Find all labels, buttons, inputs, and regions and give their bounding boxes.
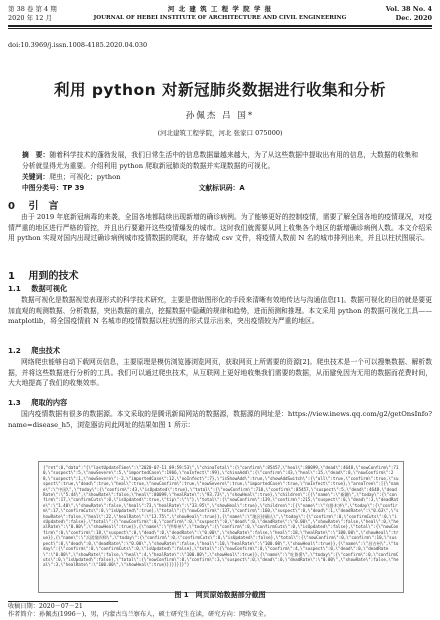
doc-code-label: 文献标识码： <box>198 184 240 192</box>
classification-label: 中图分类号： <box>22 184 63 192</box>
intro-paragraph: 由于 2019 年底新冠病毒的来袭，全国各地都陆续出现新增的确诊病例。为了能够更好的控制疫情，需要了解全国各地的疫情现况，对疫情严重的地区进行严格的管控，并且出行要避开这些疫情爆发的城市。这时我们就需要从网上收集各个地区的新增确诊病例人数。本文介绍采用 python 实现对国内出现过确诊病例城市疫情数据的爬取，并存储成 csv 文件，将疫情人数前 N 名的城市排列出来，并且以柱状图展示。 <box>8 213 432 242</box>
subsection-heading-1-3 <box>8 398 67 408</box>
keywords <box>22 172 418 183</box>
keywords-text: 爬虫；可视化；python <box>49 173 121 181</box>
volume-issue-en: Vol. 38 No. 4 <box>385 5 432 13</box>
subsection-number: 1.3 <box>8 398 21 407</box>
figure-raw-json-text: {"ret":0,"data":"{\"lastUpdateTime\":\"2020-07-11 09:59:53\",\"chinaTotal\":{\"confirm\":85457,\"heal\":80099,\"dead\":4648,\"nowConfirm\":710,\"suspect\":5,\"nowSevere\":5,\"importedCase\":1966,\"noInfect\":99},\"chinaAdd\":{\"confirm\":43,\"heal\":15,\"dead\":0,\"nowConfirm\":28,\"suspect\":1,\"nowSevere\":-2,\"importedCase\":12,\"noInfect\":7},\"isShowAdd\":true,\"showAddSwitch\":{\"all\":true,\"confirm\":true,\"suspect\":true,\"dead\":true,\"heal\":true,\"nowConfirm\":true,\"nowSevere\":true,\"importedCase\":true,\"noInfect\":true},\"areaTree\":[{\"name\":\"中国\",\"today\":{\"confirm\":43,\"isUpdated\":true},\"total\":{\"nowConfirm\":710,\"confirm\":85457,\"suspect\":5,\"dead\":4648,\"deadRate\":\"5.44\",\"showRate\":false,\"heal\":80099,\"healRate\":\"93.73\",\"showHeal\":true},\"children\":[{\"name\":\"新疆\",\"today\":{\"confirm\":17,\"confirmCuts\":0,\"isUpdated\":true,\"tip\":\"\"},\"total\":{\"nowConfirm\":139,\"confirm\":215,\"suspect\":0,\"dead\":3,\"deadRate\":\"1.40\",\"showRate\":false,\"heal\":73,\"healRate\":\"33.95\",\"showHeal\":true},\"children\":[{\"name\":\"乌鲁木齐\",\"today\":{\"confirm\":17,\"confirmCuts\":0,\"isUpdated\":true},\"total\":{\"nowConfirm\":137,\"confirm\":160,\"suspect\":0,\"dead\":1,\"deadRate\":\"0.63\",\"showRate\":false,\"heal\":22,\"healRate\":\"13.75\",\"showHeal\":true}},{\"name\":\"地区待确认\",\"today\":{\"confirm\":0,\"confirmCuts\":0,\"isUpdated\":false},\"total\":{\"nowConfirm\":0,\"confirm\":0,\"suspect\":0,\"dead\":0,\"deadRate\":\"0.00\",\"showRate\":false,\"heal\":0,\"healRate\":\"0.00\",\"showHeal\":true}},{\"name\":\"伊犁州\",\"today\":{\"confirm\":0,\"confirmCuts\":0,\"isUpdated\":false},\"total\":{\"nowConfirm\":0,\"confirm\":18,\"suspect\":0,\"dead\":0,\"deadRate\":\"0.00\",\"showRate\":false,\"heal\":18,\"healRate\":\"100.00\",\"showHeal\":true}},{\"name\":\"兵团第四师\",\"today\":{\"confirm\":0,\"confirmCuts\":0,\"isUpdated\":false},\"total\":{\"nowConfirm\":0,\"confirm\":10,\"suspect\":0,\"dead\":0,\"deadRate\":\"0.00\",\"showRate\":false,\"heal\":10,\"healRate\":\"100.00\",\"showHeal\":true}},{\"name\":\"昌吉州\",\"today\":{\"confirm\":0,\"confirmCuts\":0,\"isUpdated\":false},\"total\":{\"nowConfirm\":0,\"confirm\":4,\"suspect\":0,\"dead\":0,\"deadRate\":\"0.00\",\"showRate\":false,\"heal\":4,\"healRate\":\"100.00\",\"showHeal\":true}},{\"name\":\"吐鲁番\",\"today\":{\"confirm\":0,\"confirmCuts\":0,\"isUpdated\":false},\"total\":{\"nowConfirm\":0,\"confirm\":3,\"suspect\":0,\"dead\":0,\"deadRate\":\"0.00\",\"showRate\":false,\"heal\":3,\"healRate\":\"100.00\",\"showHeal\":true}}]}]}]}"} <box>43 465 399 568</box>
date-en: Dec. 2020 <box>395 14 432 22</box>
section-heading-1 <box>8 267 78 282</box>
keywords-label: 关键词： <box>22 173 50 181</box>
subsection-number: 1.1 <box>8 284 21 293</box>
section-title: 引 言 <box>28 201 59 212</box>
abstract <box>22 150 418 171</box>
section-heading-0 <box>8 197 58 212</box>
subsection-number: 1.2 <box>8 346 21 355</box>
header-rule-thin <box>8 28 432 29</box>
classification-value: TP 39 <box>62 184 85 192</box>
subsection-paragraph-1-2: 网络爬虫能够自动下载网页信息，主要原理是模仿浏览器浏览网页，获取网页上所需要的资源[2]。爬虫技术是一个可以搜集数据、解析数据，并将这些数据进行分析的工具。我们可以通过爬虫技术，从互联网上更好地收集我们需要的数据，从而避免因为无用的数据而花费时间，大大地提高了我们的收集效率。 <box>8 358 432 387</box>
subsection-paragraph-1-1: 数据可视化是数据视觉表现形式的科学技术研究，主要是借助图形化的手段来清晰有效地传达与沟通信息[1]。数据可视化的目的就是要更加直观的观测数据、分析数据，突出数据的重点，挖掘数据中隐藏的规律和趋势，进而预测和推理。本文采用 python 的数据可视化工具——matplotlib，将全国疫情前 N 名城市的疫情数据以柱状图的形式显示出来，突出疫情较为严重的地区。 <box>8 296 432 325</box>
classification-row <box>22 183 418 194</box>
volume-issue-cn: 第 38 卷 第 4 期 <box>8 5 57 13</box>
section-title: 用到的技术 <box>28 271 79 282</box>
header-rule-thick <box>8 25 432 27</box>
journal-name-cn: 河 北 建 筑 工 程 学 院 学 报 <box>167 5 273 13</box>
subsection-heading-1-1 <box>8 284 67 294</box>
affiliation: (河北建筑工程学院，河北 张家口 075000) <box>157 129 283 137</box>
doi: doi:10.3969/j.issn.1008-4185.2020.04.030 <box>8 41 148 49</box>
subsection-title: 数据可视化 <box>31 284 68 293</box>
figure-1-caption: 图 1 网页原始数据部分截图 <box>174 591 266 599</box>
section-number: 1 <box>8 271 15 282</box>
subsection-title: 爬虫技术 <box>31 346 61 355</box>
doc-code-value: A <box>239 184 245 192</box>
journal-name-en: JOURNAL OF HEBEI INSTITUTE OF ARCHITECTURE AND CIVIL ENGINEERING <box>93 15 347 21</box>
abstract-text: 随着科学技术的蓬勃发展，我们日常生活中的信息数据量越来越大，为了从这些数据中提取出有用的信息，大数据的收集和分析就显得尤为重要。介绍利用 python 爬取新冠肺炎的数据并实现数据的可视化。 <box>22 151 418 170</box>
footnote-author: 作者简介：孙佩杰(1996－)，男，内蒙古乌兰察布人，硕士研究生在读，研究方向：网络安全。 <box>8 611 270 618</box>
subsection-title: 爬取的内容 <box>31 398 68 407</box>
section-number: 0 <box>8 201 15 212</box>
paper-title: 利用 python 对新冠肺炎数据进行收集和分析 <box>53 81 387 99</box>
subsection-heading-1-2 <box>8 346 60 356</box>
figure-1-screenshot <box>38 461 404 593</box>
date-cn: 2020 年 12 月 <box>8 14 53 22</box>
footnote-received: 收稿日期：2020－07－21 <box>8 603 83 610</box>
subsection-paragraph-1-3: 国内疫情数据有很多的数据源。本文采取的是腾讯新闻网站的数据源，数据源的网址是：https://view.inews.qq.com/g2/getOnsInfo? name=disease_h5，浏览器访问此网址的结果如图 1 所示： <box>8 410 432 429</box>
abstract-label: 摘 要： <box>22 151 50 159</box>
authors: 孙佩杰 吕 国* <box>185 111 255 121</box>
